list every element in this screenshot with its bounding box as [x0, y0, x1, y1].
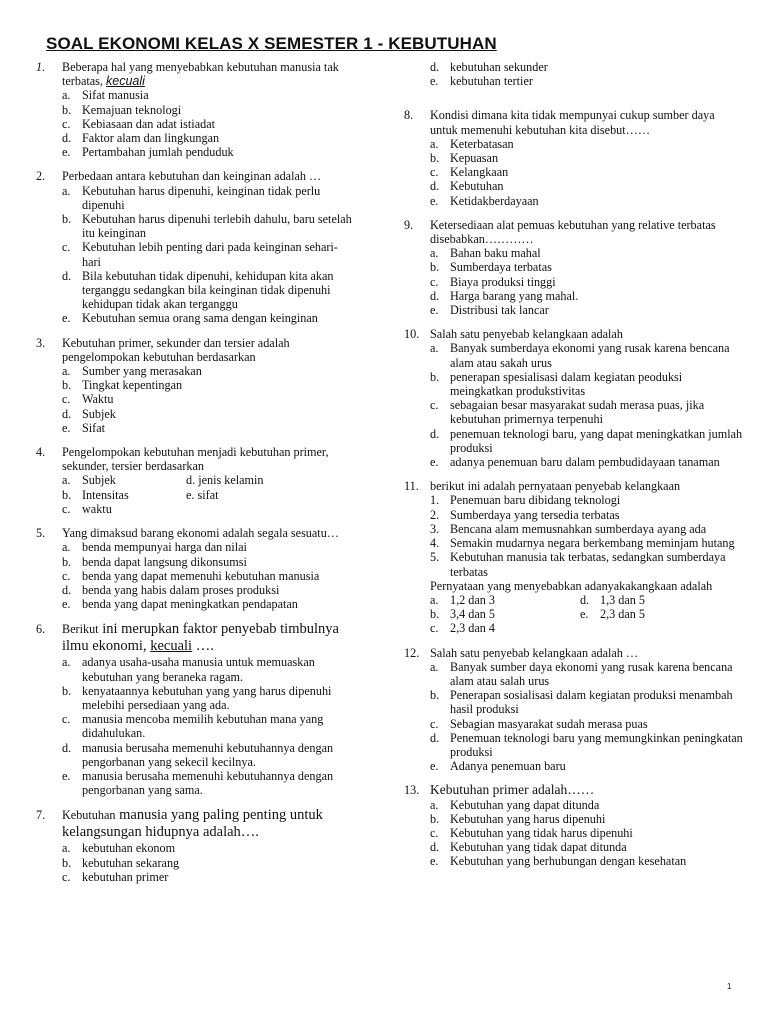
- option: a. Kebutuhan harus dipenuhi, keinginan tidak perlu dipenuhi: [62, 183, 321, 212]
- option: b. kenyataannya kebutuhan yang yang harus dipenuhi melebihi persediaan yang ada.: [62, 683, 332, 712]
- option: b. Intensitas: [62, 487, 129, 502]
- option: b. Kemajuan teknologi: [62, 102, 182, 117]
- option: e. manusia berusaha memenuhi kebutuhannya dengan pengorbanan yang sama.: [62, 768, 334, 798]
- statement: 2. Sumberdaya yang tersedia terbatas: [430, 507, 620, 522]
- question-text: Kebutuhan primer, sekunder dan tersier adalah pengelompokan kebutuhan berdasarkan: [62, 335, 290, 364]
- question-8: [404, 108, 744, 207]
- question-emphasis: kecuali: [150, 638, 193, 655]
- option: e. Kebutuhan yang berhubungan dengan kesehatan: [430, 854, 687, 869]
- option: b. Kebutuhan harus dipenuhi terlebih dahulu, baru setelah itu keinginan: [62, 212, 352, 241]
- option: d. Kebutuhan yang tidak dapat ditunda: [430, 840, 627, 855]
- option: a. Keterbatasan: [430, 136, 514, 151]
- option: c. sebagaian besar masyarakat sudah merasa puas, jika kebutuhan primernya terpenuhi: [430, 398, 705, 427]
- option: b. Tingkat kepentingan: [62, 378, 183, 393]
- option: b. Penerapan sosialisasi dalam kegiatan produksi menambah hasil produksi: [430, 688, 733, 717]
- option: d. manusia berusaha memenuhi kebutuhannya dengan pengorbanan yang sekecil kecilnya.: [62, 740, 334, 769]
- question-number: 2.: [36, 169, 46, 184]
- option: b. Kepuasan: [430, 151, 499, 166]
- question-text: Kebutuhan primer adalah……: [430, 782, 595, 798]
- statement: 5. Kebutuhan manusia tak terbatas, sedangkan sumberdaya terbatas: [430, 550, 726, 579]
- option: c. waktu: [62, 501, 112, 516]
- option: d. Kebutuhan: [430, 179, 504, 194]
- question-number: 3.: [36, 335, 46, 350]
- option: b. Kebutuhan yang harus dipenuhi: [430, 811, 606, 826]
- option: e. Kebutuhan semua orang sama dengan keinginan: [62, 311, 318, 326]
- question-number: 4.: [36, 445, 46, 460]
- option: d. Bila kebutuhan tidak dipenuhi, kehidupan kita akan terganggu sedangkan bila keinginan tidak dipenuhi kehidupan tidak akan terganggu: [62, 268, 334, 312]
- question-number: 8.: [404, 108, 414, 123]
- question-13: [404, 783, 744, 868]
- option: e. Adanya penemuan baru: [430, 759, 566, 774]
- question-text-lead: Berikut: [62, 622, 99, 637]
- question-10: [404, 327, 744, 469]
- question-number: 9.: [404, 217, 414, 232]
- question-6: [36, 621, 356, 797]
- option: a. kebutuhan ekonom: [62, 841, 176, 856]
- option: d. kebutuhan sekunder: [430, 60, 548, 74]
- option: e. Pertambahan jumlah penduduk: [62, 145, 234, 160]
- question-7-continued: [404, 60, 744, 88]
- question-text: Kondisi dimana kita tidak mempunyai cukup sumber daya untuk memenuhi kebutuhan kita disebut……: [430, 108, 715, 137]
- question-4: [36, 445, 356, 516]
- option: e. Ketidakberdayaan: [430, 193, 539, 208]
- option: e. kebutuhan tertier: [430, 74, 533, 89]
- question-7: [36, 807, 356, 884]
- option: b. Sumberdaya terbatas: [430, 260, 552, 275]
- option: a. adanya usaha-usaha manusia untuk memuaskan kebutuhan yang beraneka ragam.: [62, 655, 315, 684]
- question-number: 5.: [36, 526, 46, 541]
- option: c. Kebutuhan lebih penting dari pada keinginan sehari-hari: [62, 240, 338, 269]
- question-number: 11.: [404, 479, 419, 494]
- statement: 1. Penemuan baru dibidang teknologi: [430, 493, 621, 508]
- right-column: [404, 60, 744, 879]
- option: a. Kebutuhan yang dapat ditunda: [430, 797, 600, 812]
- question-emphasis: kecuali: [106, 74, 145, 89]
- question-text-lead: Kebutuhan: [62, 808, 116, 823]
- option: d. jenis kelamin: [186, 473, 264, 488]
- option: c. Kebutuhan yang tidak harus dipenuhi: [430, 825, 633, 840]
- option: b. kebutuhan sekarang: [62, 855, 180, 870]
- question-text: Yang dimaksud barang ekonomi adalah segala sesuatu…: [62, 526, 339, 541]
- option: e. adanya penemuan baru dalam pembudidayaan tanaman: [430, 455, 720, 470]
- option: c. Sebagian masyarakat sudah merasa puas: [430, 716, 648, 731]
- option: a. 1,2 dan 3: [430, 592, 496, 607]
- option: e. benda yang dapat meningkatkan pendapatan: [62, 597, 298, 612]
- option: d. Faktor alam dan lingkungan: [62, 131, 220, 146]
- option: d. benda yang habis dalam proses produksi: [62, 582, 280, 597]
- option: d. Harga barang yang mahal.: [430, 288, 579, 303]
- question-1: [36, 60, 356, 159]
- question-number: 10.: [404, 327, 420, 342]
- question-text: Perbedaan antara kebutuhan dan keinginan adalah …: [62, 169, 322, 184]
- option: c. Waktu: [62, 392, 114, 407]
- statement: 4. Semakin mudarnya negara berkembang meminjam hutang: [430, 536, 735, 551]
- question-text: Pengelompokan kebutuhan menjadi kebutuhan primer, sekunder, tersier berdasarkan: [62, 445, 329, 474]
- option: a. benda mempunyai harga dan nilai: [62, 540, 247, 555]
- question-3: [36, 336, 356, 435]
- option: a. Sifat manusia: [62, 88, 149, 103]
- option: a. Banyak sumberdaya ekonomi yang rusak karena bencana alam atau sakah urus: [430, 341, 730, 370]
- question-number: 13.: [404, 783, 420, 798]
- left-column: [36, 60, 356, 894]
- question-text: Beberapa hal yang menyebabkan kebutuhan manusia tak terbatas,: [62, 60, 339, 89]
- question-11: [404, 479, 744, 635]
- option: c. Biaya produksi tinggi: [430, 274, 556, 289]
- question-number: 1.: [36, 60, 46, 74]
- option: c. 2,3 dan 4: [430, 621, 496, 636]
- option: c. Kelangkaan: [430, 165, 509, 180]
- question-text: manusia yang paling penting untuk kelangsungan hidupnya adalah….: [62, 807, 323, 841]
- question-tail: ….: [195, 638, 214, 655]
- question-text: Salah satu penyebab kelangkaan adalah …: [430, 645, 639, 660]
- question-5: [36, 526, 356, 611]
- question-text: berikut ini adalah pernyataan penyebab kelangkaan: [430, 479, 681, 494]
- option: d. 1,3 dan 5: [580, 592, 646, 607]
- option: d. penemuan teknologi baru, yang dapat meningkatkan jumlah produksi: [430, 426, 743, 455]
- option: a. Bahan baku mahal: [430, 246, 541, 261]
- option: d. Penemuan teknologi baru yang memungkinkan peningkatan produksi: [430, 730, 743, 759]
- question-9: [404, 218, 744, 317]
- question-12: [404, 646, 744, 774]
- option: c. kebutuhan primer: [62, 869, 169, 884]
- option: e. Distribusi tak lancar: [430, 303, 549, 318]
- option: a. Banyak sumber daya ekonomi yang rusak karena bencana alam atau salah urus: [430, 659, 733, 688]
- option: e. Sifat: [62, 420, 106, 435]
- option: b. 3,4 dan 5: [430, 607, 496, 622]
- page-number: 1: [727, 982, 732, 991]
- question-text: Salah satu penyebab kelangkaan adalah: [430, 327, 623, 342]
- option: c. manusia mencoba memilih kebutuhan mana yang didahulukan.: [62, 712, 324, 741]
- option: d. Subjek: [62, 406, 116, 421]
- option: a. Sumber yang merasakan: [62, 364, 202, 379]
- option: a. Subjek: [62, 473, 116, 488]
- option: b. penerapan spesialisasi dalam kegiatan peoduksi meingkatkan produkstivitas: [430, 369, 683, 399]
- option: c. benda yang dapat memenuhi kebutuhan manusia: [62, 568, 320, 583]
- question-number: 6.: [36, 622, 46, 637]
- option: e. sifat: [186, 487, 219, 502]
- question-text: ini merupkan faktor penyebab timbulnya ilmu ekonomi,: [62, 621, 339, 655]
- option: b. benda dapat langsung dikonsumsi: [62, 554, 247, 569]
- page-title: SOAL EKONOMI KELAS X SEMESTER 1 - KEBUTUHAN: [46, 34, 497, 53]
- question-number: 12.: [404, 645, 420, 660]
- option: e. 2,3 dan 5: [580, 607, 646, 622]
- question-note: Pernyataan yang menyebabkan adanyakakangkaan adalah: [430, 578, 713, 593]
- statement: 3. Bencana alam memusnahkan sumberdaya ayang ada: [430, 521, 707, 536]
- question-text: Ketersediaan alat pemuas kebutuhan yang relative terbatas disebabkan…………: [430, 217, 716, 247]
- option: c. Kebiasaan dan adat istiadat: [62, 116, 215, 131]
- question-number: 7.: [36, 808, 46, 823]
- question-2: [36, 169, 356, 325]
